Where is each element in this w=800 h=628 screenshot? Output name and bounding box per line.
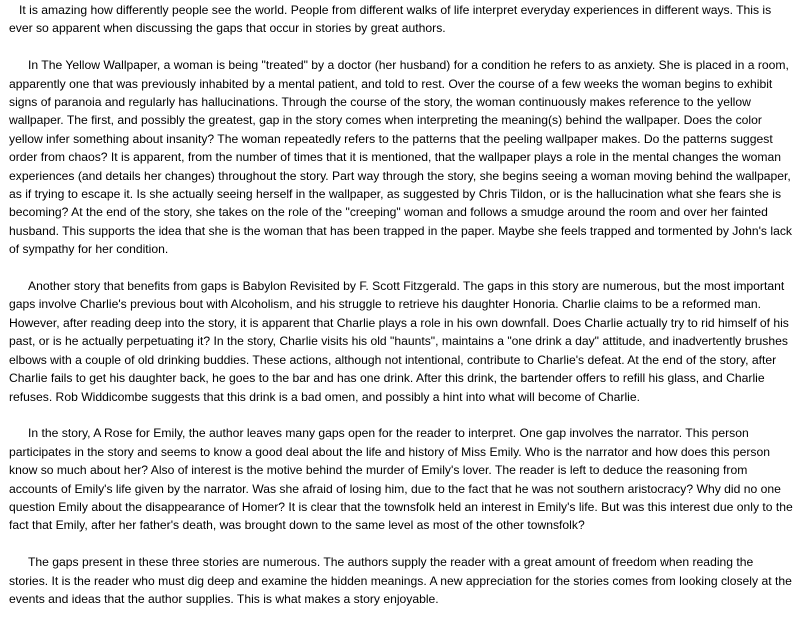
- paragraph-babylon-revisited: Another story that benefits from gaps is Babylon Revisited by F. Scott Fitzgerald. The gaps in this story are numerous, but the most important gaps involve Charlie's previous bout with Alcoholism, and his struggle to retrieve his daughter Honoria. Charlie claims to be a reformed man. However, after reading deep into the story, it is apparent that Charlie plays a role in his own downfall. Does Charlie actually try to rid himself of his past, or is he actually perpetuating it? In the story, Charlie visits his old "haunts", maintains a "one drink a day" attitude, and inadvertently brushes elbows with a couple of old drinking buddies. These actions, although not intentional, contribute to Charlie's defeat. At the end of the story, after Charlie fails to get his daughter back, he goes to the bar and has one drink. After this drink, the bartender offers to refill his glass, and Charlie refuses. Rob Widdicombe suggests that this drink is a bad omen, and possibly a hint into what will become of Charlie.: [9, 279, 789, 404]
- paragraph-conclusion: The gaps present in these three stories are numerous. The authors supply the reader with a great amount of freedom when reading the stories. It is the reader who must dig deep and examine the hidden meanings. A new appreciation for the stories comes from looking closely at the events and ideas that the author supplies. This is what makes a story enjoyable.: [9, 555, 792, 606]
- paragraph-introduction: It is amazing how differently people see the world. People from different walks of life interpret everyday experiences in different ways. This is ever so apparent when discussing the gaps that occur in stories by great authors.: [9, 3, 772, 36]
- essay-document: [9, 1, 793, 608]
- paragraph-rose-for-emily: In the story, A Rose for Emily, the author leaves many gaps open for the reader to interpret. One gap involves the narrator. This person participates in the story and seems to know a good deal about the life and history of Miss Emily. Who is the narrator and how does this person know so much about her? Also of interest is the motive behind the murder of Emily's lover. The reader is left to deduce the reasoning from accounts of Emily's life given by the narrator. Was she afraid of losing him, due to the fact that he was not southern aristocracy? Why did no one question Emily about the disappearance of Homer? It is clear that the townsfolk held an interest in Emily's life. But was this interest due only to the fact that Emily, after her father's death, was brought down to the same level as most of the other townsfolk?: [9, 426, 793, 533]
- paragraph-yellow-wallpaper: In The Yellow Wallpaper, a woman is being "treated" by a doctor (her husband) for a condition he refers to as anxiety. She is placed in a room, apparently one that was previously inhabited by a mental patient, and told to rest. Over the course of a few weeks the woman begins to exhibit signs of paranoia and regularly has hallucinations. Through the course of the story, the woman continuously makes reference to the yellow wallpaper. The first, and possibly the greatest, gap in the story comes when interpreting the meaning(s) behind the wallpaper. Does the color yellow infer something about insanity? The woman repeatedly refers to the patterns that the peeling wallpaper makes. Do the patterns suggest order from chaos? It is apparent, from the number of times that it is mentioned, that the wallpaper plays a role in the mental changes the woman experiences (and details her changes) throughout the story. Part way through the story, she begins seeing a woman moving behind the wallpaper, as if trying to escape it. Is she actually seeing herself in the wallpaper, as suggested by Chris Tildon, or is the hallucination what she fears she is becoming? At the end of the story, she takes on the role of the "creeping" woman and follows a smudge around the room and over her fainted husband. This supports the idea that she is the woman that has been trapped in the paper. Maybe she feels trapped and tormented by John's lack of sympathy for her condition.: [9, 58, 792, 257]
